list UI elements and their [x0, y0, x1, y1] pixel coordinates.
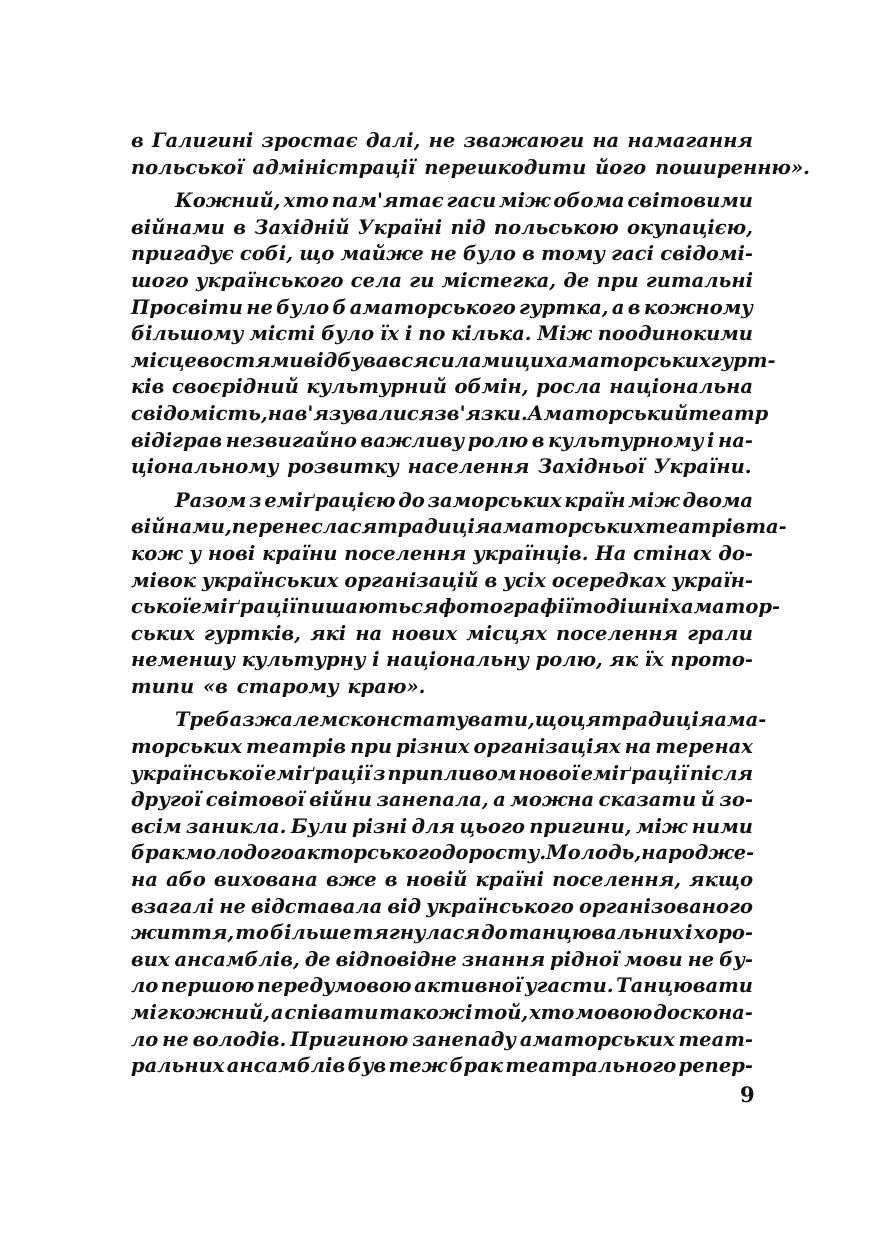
text-line: більшому місті було їх і по кілька. Між поодинокими	[131, 322, 753, 346]
text-line: Кожний, хто пам'ятає гаси між обома світовими	[175, 189, 753, 213]
text-line: в Галигині зростає далі, не зважаюги на намагання	[131, 129, 753, 152]
text-line: взагалі не відставала від українського організованого	[131, 894, 753, 918]
text-line: Разом з еміґрацією до заморських країн між двома	[175, 488, 753, 512]
text-line: міг кожний, а співати також і той, хто мовою доскона-	[131, 1001, 753, 1024]
text-line: всім заникла. Були різні для цього пригини, між ними	[131, 814, 753, 838]
text-line: ків своєрідний культурний обмін, росла національна	[131, 375, 753, 399]
text-line: пригадує собі, що майже не було в тому гасі свідомі-	[131, 242, 753, 266]
text-line: Треба з жалем сконстатувати, що ця традиція ама-	[175, 708, 767, 732]
text-line: Просвіти не було б аматорського гуртка, а в кожному	[131, 295, 753, 319]
paragraph-gap	[131, 181, 753, 188]
paragraph	[131, 128, 810, 181]
text-line: ціональному розвитку населення Західньої України.	[131, 455, 752, 479]
text-line: другої світової війни занепала, а можна сказати й зо-	[131, 788, 753, 812]
page-number: 9	[740, 1082, 755, 1107]
text-line: шого українського села ги містегка, де при гитальні	[131, 268, 753, 292]
text-line: української еміґрації з припливом нової еміґрації після	[131, 761, 753, 785]
paragraph-gap	[131, 481, 753, 488]
text-line: брак молодого акторського доросту. Молодь, народже-	[131, 841, 755, 865]
text-line: ської еміґрації пишаються фотографії тодішніх аматор-	[131, 595, 781, 619]
text-line: життя, то більше тягнулася до танцювальних і хоро-	[131, 921, 753, 945]
text-line: на або вихована вже в новій країні поселення, якщо	[131, 868, 753, 892]
text-line: торських театрів при різних організаціях на теренах	[131, 735, 753, 759]
text-line: війнами в Західній Україні під польською окупацією,	[131, 215, 753, 239]
text-line: ральних ансамблів був теж брак театрального репер-	[131, 1054, 753, 1078]
paragraph	[131, 188, 776, 481]
text-line: ло не володів. Пригиною занепаду аматорських теат-	[131, 1027, 753, 1051]
text-line: польської адміністрації перешкодити його поширенню».	[131, 155, 810, 179]
text-line: вих ансамблів, де відповідне знання рідної мови не бу-	[131, 947, 753, 971]
body-text	[131, 128, 810, 1080]
text-line: кож у нові країни поселення українців. На стінах до-	[131, 541, 753, 565]
text-line: відіграв незвигайно важливу ролю в культурному і на-	[131, 428, 753, 452]
paragraph	[131, 488, 787, 701]
text-line: війнами, перенеслася традиція аматорських театрів та-	[131, 515, 787, 539]
paragraph	[131, 707, 767, 1079]
text-line: місцевостями відбувався силами цих аматорських гурт-	[131, 348, 776, 372]
text-line: ських гуртків, які на нових місцях поселення грали	[131, 621, 753, 645]
text-line: свідомість, нав'язувалися зв'язки. Аматорський театр	[131, 401, 769, 425]
text-line: типи «в старому краю».	[131, 674, 426, 698]
text-line: ло першою передумовою активної угасти. Танцювати	[131, 974, 753, 998]
paragraph-gap	[131, 700, 753, 707]
text-line: мівок українських організацій в усіх осередках україн-	[131, 568, 753, 592]
text-line: неменшу культурну і національну ролю, як їх прото-	[131, 648, 753, 672]
